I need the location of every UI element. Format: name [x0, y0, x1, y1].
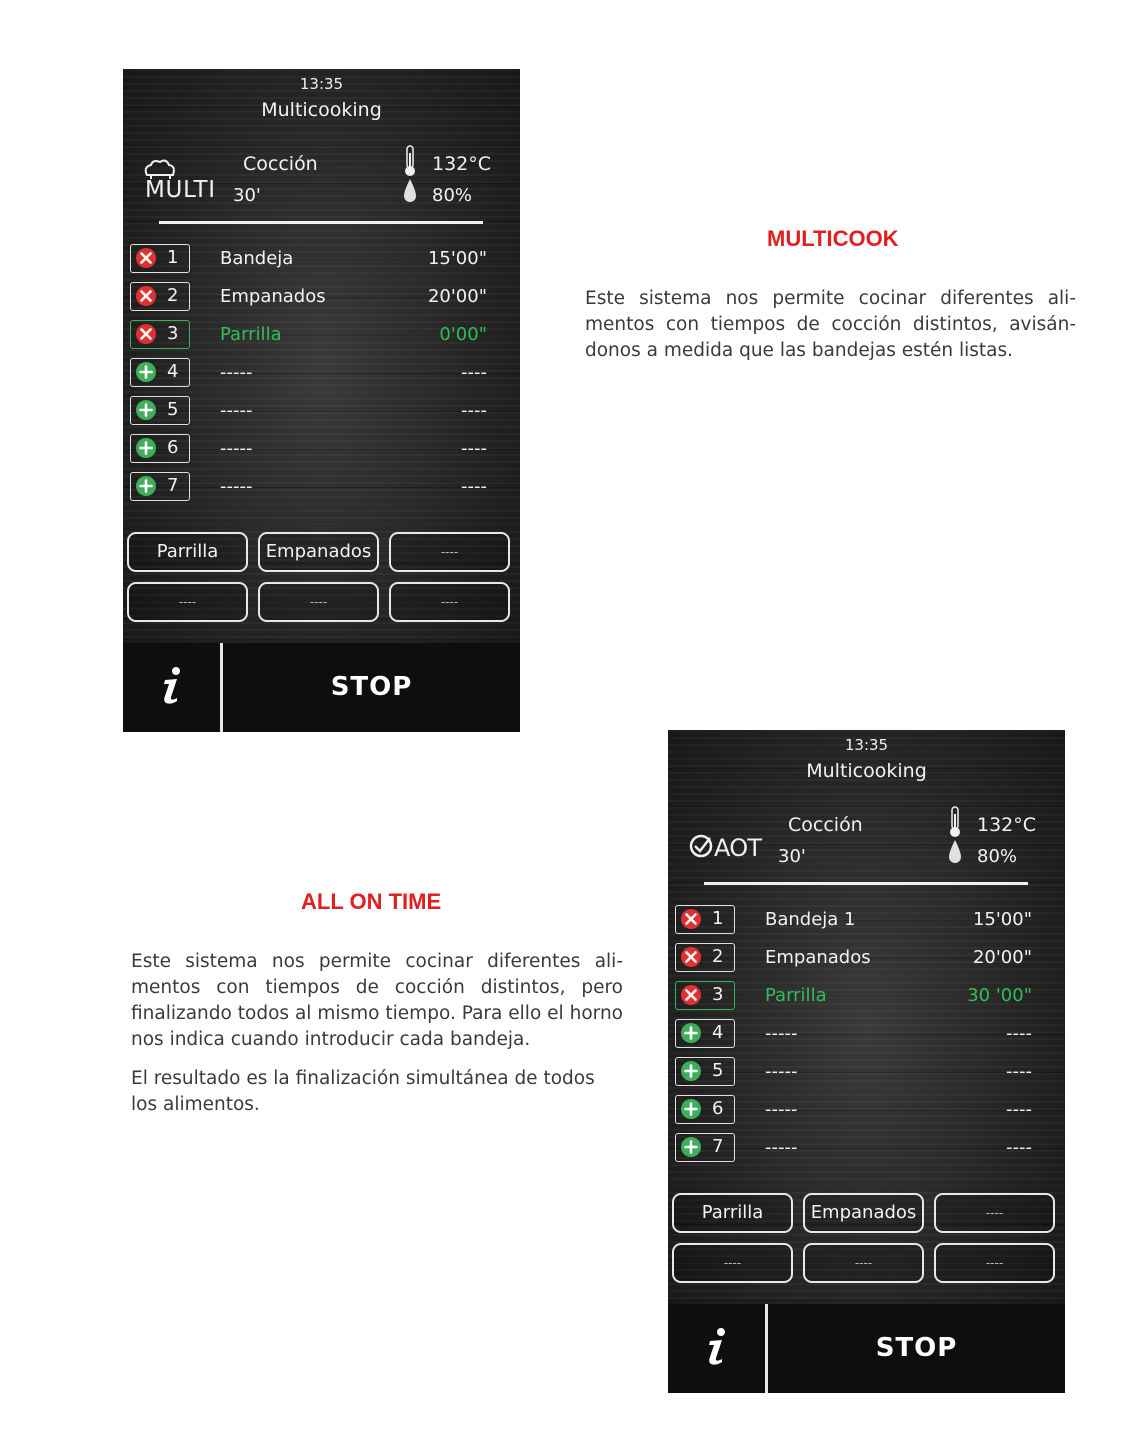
svg-text:AOT: AOT [714, 834, 762, 862]
remove-icon [135, 285, 157, 307]
tray-name: ----- [765, 1023, 798, 1044]
remove-icon [680, 908, 702, 930]
oven-screen-multicook [123, 69, 520, 732]
tray-number: 6 [167, 437, 179, 458]
add-icon [680, 1022, 702, 1044]
tray-time: ---- [1006, 1137, 1032, 1158]
stop-button[interactable]: STOP [875, 1333, 958, 1363]
add-icon [135, 475, 157, 497]
bottom-bar [668, 1304, 1065, 1393]
tray-toggle-button[interactable] [675, 1019, 735, 1048]
preset-button[interactable]: Empanados [803, 1193, 924, 1233]
divider [704, 882, 1028, 885]
tray-time: ---- [1006, 1023, 1032, 1044]
tray-toggle-button[interactable] [675, 981, 735, 1010]
divider [159, 221, 483, 224]
section-paragraph: Este sistema nos permite cocinar diferentes ali-mentos con tiempos de cocción distintos, avisán-donos a medida que las bandejas estén listas. [585, 288, 1076, 361]
multi-logo [141, 157, 221, 207]
section-heading-multicook: MULTICOOK [767, 226, 899, 251]
tray-row [675, 1133, 1060, 1171]
tray-row [675, 1057, 1060, 1095]
preset-button[interactable]: ---- [803, 1243, 924, 1283]
tray-name: Parrilla [220, 324, 282, 345]
tray-toggle-button[interactable] [675, 1133, 735, 1162]
tray-time: ---- [461, 438, 487, 459]
tray-name: Bandeja [220, 248, 294, 269]
tray-name: ----- [765, 1137, 798, 1158]
preset-button[interactable]: ---- [258, 582, 379, 622]
tray-time: ---- [461, 476, 487, 497]
add-icon [680, 1098, 702, 1120]
tray-name: Bandeja 1 [765, 909, 856, 930]
stop-button[interactable]: STOP [330, 672, 413, 702]
humidity-drop-icon [946, 838, 964, 866]
tray-toggle-button[interactable] [675, 905, 735, 934]
mode-title: Multicooking [261, 99, 382, 121]
tray-number: 2 [712, 946, 724, 967]
tray-row [130, 434, 515, 472]
tray-toggle-button[interactable] [130, 396, 190, 425]
tray-row [130, 358, 515, 396]
remove-icon [135, 247, 157, 269]
section-paragraph: Este sistema nos permite cocinar diferentes ali-mentos con tiempos de cocción distintos, pero finalizando todos al mismo tiempo. Para ello el horno nos indica cuando introducir cada bandeja. [131, 951, 623, 1050]
tray-time: ---- [461, 362, 487, 383]
tray-name: ----- [220, 400, 253, 421]
preset-button[interactable]: ---- [127, 582, 248, 622]
add-icon [135, 361, 157, 383]
preset-button[interactable]: Parrilla [127, 532, 248, 572]
tray-name: ----- [220, 362, 253, 383]
phase-time: 30' [778, 846, 806, 867]
tray-number: 7 [712, 1136, 724, 1157]
tray-row [130, 244, 515, 282]
tray-number: 3 [167, 323, 179, 344]
tray-toggle-button[interactable] [130, 320, 190, 349]
humidity-value: 80% [432, 185, 473, 206]
mode-title: Multicooking [806, 760, 927, 782]
preset-button[interactable]: ---- [389, 532, 510, 572]
preset-button[interactable]: ---- [672, 1243, 793, 1283]
tray-time: ---- [1006, 1099, 1032, 1120]
tray-number: 4 [167, 361, 179, 382]
info-button[interactable] [123, 643, 220, 732]
preset-button[interactable]: ---- [934, 1243, 1055, 1283]
tray-number: 1 [167, 247, 179, 268]
tray-row [675, 1019, 1060, 1057]
tray-list [130, 244, 515, 510]
tray-time: ---- [461, 400, 487, 421]
humidity-value: 80% [977, 846, 1018, 867]
temperature-value: 132°C [432, 153, 492, 175]
tray-name: Empanados [765, 947, 871, 968]
preset-button[interactable]: Empanados [258, 532, 379, 572]
tray-number: 5 [167, 399, 179, 420]
tray-name: ----- [765, 1061, 798, 1082]
add-icon [680, 1136, 702, 1158]
clock-check-icon [691, 836, 711, 856]
section-heading-all-on-time: ALL ON TIME [301, 889, 442, 914]
tray-time: 20'00" [972, 947, 1032, 968]
tray-toggle-button[interactable] [675, 1095, 735, 1124]
tray-row [130, 396, 515, 434]
info-button[interactable] [668, 1304, 765, 1393]
tray-toggle-button[interactable] [675, 1057, 735, 1086]
tray-toggle-button[interactable] [675, 943, 735, 972]
tray-toggle-button[interactable] [130, 244, 190, 273]
tray-list [675, 905, 1060, 1171]
phase-time: 30' [233, 185, 261, 206]
tray-row [675, 943, 1060, 981]
tray-row [675, 905, 1060, 943]
tray-number: 6 [712, 1098, 724, 1119]
tray-row [675, 981, 1060, 1019]
tray-time: 0'00" [439, 324, 487, 345]
tray-row [675, 1095, 1060, 1133]
preset-button[interactable]: Parrilla [672, 1193, 793, 1233]
humidity-drop-icon [401, 177, 419, 205]
tray-number: 5 [712, 1060, 724, 1081]
tray-name: Parrilla [765, 985, 827, 1006]
tray-toggle-button[interactable] [130, 472, 190, 501]
tray-number: 2 [167, 285, 179, 306]
tray-time: 15'00" [972, 909, 1032, 930]
thermometer-icon [948, 806, 962, 838]
tray-name: ----- [220, 476, 253, 497]
clock: 13:35 [299, 75, 344, 93]
tray-name: Empanados [220, 286, 326, 307]
temperature-value: 132°C [977, 814, 1037, 836]
thermometer-icon [403, 145, 417, 177]
tray-number: 7 [167, 475, 179, 496]
clock: 13:35 [844, 736, 889, 754]
svg-text:MULTI: MULTI [145, 177, 215, 203]
phase-label: Cocción [788, 814, 863, 836]
tray-toggle-button[interactable] [130, 358, 190, 387]
tray-toggle-button[interactable] [130, 282, 190, 311]
preset-button[interactable]: ---- [389, 582, 510, 622]
remove-icon [680, 946, 702, 968]
tray-row [130, 282, 515, 320]
tray-row [130, 472, 515, 510]
tray-name: ----- [765, 1099, 798, 1120]
tray-time: 30 '00" [967, 985, 1032, 1006]
tray-time: 15'00" [427, 248, 487, 269]
add-icon [680, 1060, 702, 1082]
tray-time: 20'00" [427, 286, 487, 307]
add-icon [135, 399, 157, 421]
tray-time: ---- [1006, 1061, 1032, 1082]
info-icon [704, 1326, 730, 1368]
remove-icon [680, 984, 702, 1006]
add-icon [135, 437, 157, 459]
phase-label: Cocción [243, 153, 318, 175]
section-paragraph: El resultado es la finalización simultánea de todos los alimentos. [131, 1068, 595, 1115]
tray-name: ----- [220, 438, 253, 459]
tray-number: 1 [712, 908, 724, 929]
aot-logo [686, 818, 766, 868]
info-icon [159, 665, 185, 707]
tray-number: 4 [712, 1022, 724, 1043]
tray-row [130, 320, 515, 358]
tray-toggle-button[interactable] [130, 434, 190, 463]
tray-number: 3 [712, 984, 724, 1005]
oven-screen-all-on-time [668, 730, 1065, 1393]
preset-button[interactable]: ---- [934, 1193, 1055, 1233]
bottom-bar [123, 643, 520, 732]
remove-icon [135, 323, 157, 345]
